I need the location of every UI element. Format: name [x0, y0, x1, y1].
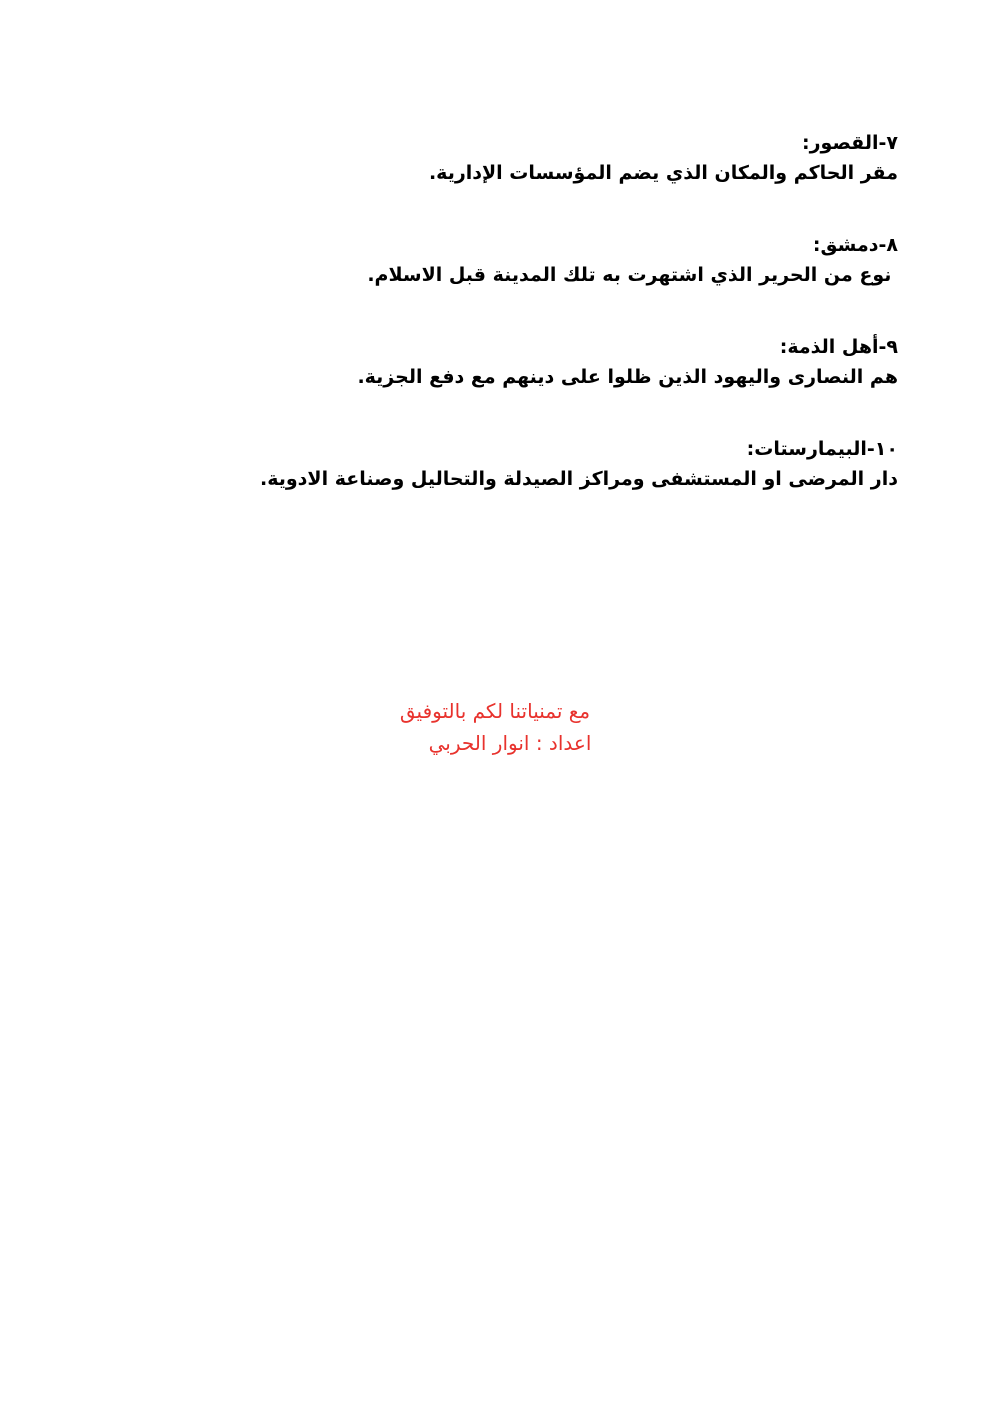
glossary-term: ١٠-البيمارستات: [746, 438, 898, 460]
glossary-definition: نوع من الحرير الذي اشتهرت به تلك المدينة قبل الاسلام. [367, 264, 898, 286]
glossary-definition: مقر الحاكم والمكان الذي يضم المؤسسات الإدارية. [428, 162, 898, 184]
closing-wish: مع تمنياتنا لكم بالتوفيق [399, 699, 591, 723]
glossary-entry-8 [198, 230, 898, 290]
glossary-term: ٧-القصور: [802, 132, 898, 154]
glossary-entry-9 [198, 332, 898, 392]
glossary-entry-7 [198, 128, 898, 188]
glossary-entry-10 [198, 434, 898, 494]
glossary-term: ٨-دمشق: [812, 234, 898, 256]
glossary-definition: دار المرضى او المستشفى ومراكز الصيدلة والتحاليل وصناعة الادوية. [259, 468, 898, 490]
author-credit: اعداد : انوار الحربي [428, 731, 592, 755]
glossary-list [198, 128, 898, 536]
closing-signature [380, 695, 610, 759]
glossary-term: ٩-أهل الذمة: [779, 336, 898, 358]
glossary-definition: هم النصارى واليهود الذين ظلوا على دينهم مع دفع الجزية. [357, 366, 898, 388]
